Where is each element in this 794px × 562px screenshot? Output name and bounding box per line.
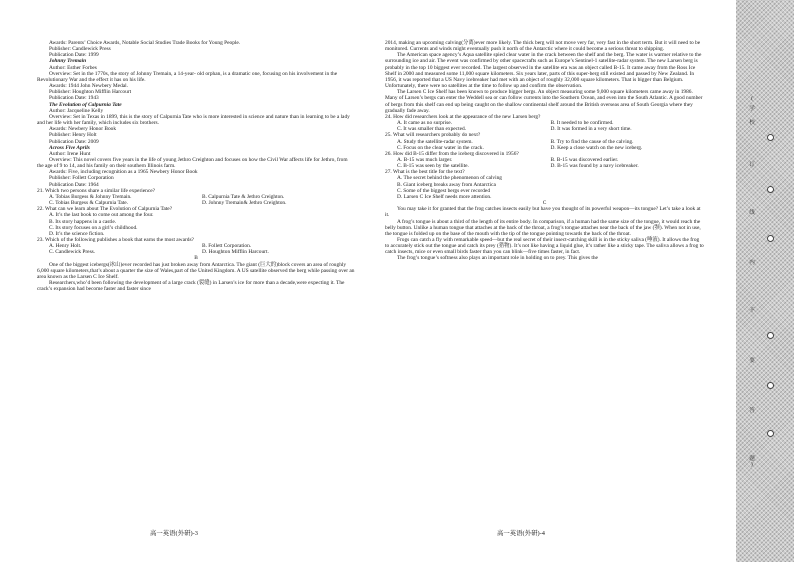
- text-line: C. Its story focuses on a girl’s childhood.: [49, 224, 138, 231]
- text-line: 2014, making an upcoming calving(分离)ever more likely. The thick berg will not move very far, very fast in the short term. But it will need to be monitored. Currents and winds might eventually push it north of the Antarctic where it could become a serious threat to shipping.: [385, 40, 701, 53]
- answer-option: C. Candlewick Press.: [49, 249, 96, 256]
- question-stem: 23. Which of the following publishes a book that earns the most awards?: [37, 237, 194, 243]
- answer-option: D. It was formed in a very short time.: [550, 126, 632, 133]
- binding-label: 答: [749, 408, 755, 414]
- binding-label: 内: [749, 260, 755, 266]
- text-line: D. It’s the science fiction.: [49, 230, 105, 237]
- paragraph: A frog’s tongue is about a third of the length of its entire body. In comparison, if a human had the same size of the tongue, it would reach the belly button. Unlike a human tongue that attaches at the back of the throat, a frog’s tongue attaches near the back of the jaw (颚). When not in use, the tongue is folded up on the base of the mouth with the tip of the tongue pointing towards the back of the throat.: [385, 218, 701, 237]
- binding-label: 要: [749, 358, 755, 364]
- paragraph: You may take it for granted that the frog catches insects easily but have you thought of its powerful weapon—its tongue? Let’s take a look at it.: [385, 206, 701, 219]
- paragraph: Overview: This novel covers five years in the life of young Jethro Creighton and focuses on how the Civil War affects life for Jethro, from the age of 9 to 14, and his family on their southern Illinois farm.: [37, 156, 348, 170]
- book-title: Across Five Aprils: [49, 144, 90, 151]
- question-stem: 21. Which two persons share a similar life experience?: [37, 187, 156, 194]
- binding-hole: [767, 430, 774, 437]
- text-line: B. Its story happens in a castle.: [49, 218, 117, 225]
- text-line: Author: Jacqueline Kelly: [49, 107, 104, 114]
- paragraph: The American space agency’s Aqua satellite spied clear water in the crack between the shelf and the berg. The water is warmer relative to the surrounding ice and air. The event was confirmed by other spacecrafts such as Europe’s Sentinel-1 satellite-radar system. The new Larsen berg is probably in the top 10 biggest ever recorded. The largest observed in the satellite era was an object called B-15. It came away from the Ross Ice Shelf in 2000 and measured some 11,000 square kilometers. Six years later, parts of this super-berg still existed and passed by New Zealand. In 1956, it was reported that a US Navy icebreaker had met with an object of roughly 32,000 square kilometers. That is bigger than Belgium. Unfortunately, there were no satellites at the time to follow up and confirm the observation.: [385, 52, 702, 90]
- answer-option: C. Focus on the clear water in the crack.: [397, 144, 484, 151]
- text-line: D. Larsen C Ice Shelf needs more attention.: [397, 193, 492, 200]
- binding-hole: [767, 332, 774, 339]
- question-stem: 24. How did researchers look at the appearance of the new Larsen berg?: [385, 113, 541, 120]
- answer-option: D. B-15 was found by a navy icebreaker.: [550, 163, 639, 170]
- paragraph: The Larsen C Ice Shelf has been known to produce bigger bergs. An object measuring some 9,000 square kilometers came away in 1986. Many of Larsen’s bergs can enter the Weddell sea or can follow currents into the Southern Ocean, and even into the South Atlantic. A good number of bergs from this shelf can end up being caught on the shallow continental shelf around the British overseas area of South Georgia where they gradually fade away.: [385, 89, 703, 114]
- answer-option: A. Study the satellite-radar system.: [397, 138, 473, 145]
- paragraph: Researchers,who’d been following the development of a large crack (裂缝) in Larsen’s ice for more than a decade,were expecting it. The crack’s expansion had become faster and faster since: [37, 280, 345, 293]
- answer-option: A. Henry Holt.: [49, 243, 82, 250]
- page-number-left: 高一英语(外研)-3: [150, 530, 198, 537]
- text-line: B. Giant iceberg breaks away from Antarctica: [397, 181, 496, 188]
- answer-option: A. Tobias Burgess & Johnny Tremain.: [49, 193, 132, 200]
- binding-label: 题: [749, 456, 755, 462]
- text-line: Author: Esther Forbes: [49, 64, 97, 71]
- text-line: C. Some of the biggest bergs ever recorded: [397, 187, 491, 194]
- text-line: Author: Irene Hunt: [49, 150, 91, 157]
- binding-label: 学: [749, 106, 755, 112]
- text-line: Publication Date: 1943: [49, 95, 99, 102]
- text-line: Awards: Newbery Honor Book: [49, 126, 117, 133]
- binding-label: 不: [749, 308, 755, 314]
- right-column: [385, 40, 704, 262]
- text-line: Awards: Parents’ Choice Awards, Notable Social Studies Trade Books for Young People.: [49, 40, 241, 46]
- binding-hole: [767, 382, 774, 389]
- answer-option: C. B-15 was seen by the satellite.: [397, 163, 469, 170]
- question-stem: 27. What is the best title for the text?: [385, 169, 465, 176]
- answer-option: A. B-15 was much larger.: [397, 156, 453, 163]
- text-line: Publication Date: 1999: [49, 52, 99, 59]
- text-line: Publication Date: 2009: [49, 138, 99, 145]
- answer-option: C. It was smaller than expected.: [397, 126, 467, 133]
- binding-hole: [767, 235, 774, 242]
- binding-label: 校: [749, 120, 755, 126]
- book-title: The Evolution of Calpurnia Tate: [49, 101, 122, 108]
- answer-option: B. Follett Corporation.: [202, 243, 252, 250]
- question-stem: 25. What will researchers probably do next?: [385, 132, 481, 139]
- answer-option: A. It came as no surprise.: [397, 120, 452, 127]
- answer-option: D. Keep a close watch on the new iceberg.: [550, 144, 643, 151]
- question-stem: 26. How did B-15 differ from the iceberg discovered in 1956?: [385, 150, 519, 157]
- paragraph: One of the biggest icebergs(冰山)ever recorded has just broken away from Antarctica. The giant (巨大的)block covers an area of roughly 6,000 square kilometers,that’s about a quarter the size of Wales,part of the United Kingdom. A US satellite observed the berg while passing over an area known as the Larsen C Ice Shelf.: [37, 261, 355, 280]
- binding-strip: ( 学 校 订 线 内 不 要 答 题 ): [736, 0, 794, 562]
- paragraph: Frogs can catch a fly with remarkable speed—but the real secret of their insect-catching skill is in the sticky saliva (唾液). It allows the frog to accurately stick out the tongue and catch its prey (猎物). It’s not like having a liquid glue, it’s rather like a sticky tape. The saliva allows a frog to catch insects, mice or even small birds faster than you can blink—five times faster, in fact.: [385, 237, 704, 256]
- text-line: Publisher: Candlewick Press: [49, 46, 111, 53]
- binding-hole: [767, 186, 774, 193]
- book-title: Johnny Tremain: [49, 58, 87, 65]
- binding-hole: [767, 134, 774, 141]
- left-column: [37, 40, 355, 292]
- answer-option: B. Try to find the cause of the calving.: [550, 138, 634, 145]
- answer-option: B. B-15 was discovered earlier.: [550, 156, 619, 163]
- text-line: Publication Date: 1964: [49, 181, 99, 188]
- answer-option: B. Calpurnia Tate & Jethro Creighton.: [202, 193, 285, 200]
- text-line: Awards: Five, including recognition as a 1965 Newbery Honor Book: [49, 169, 198, 176]
- answer-option: C. Tobias Burgess & Calpurnia Tate.: [49, 200, 129, 207]
- answer-option: B. It needed to be confirmed.: [550, 120, 614, 127]
- binding-label: 线: [749, 210, 755, 216]
- question-stem: 22. What can we learn about The Evolution of Calpurnia Tate?: [37, 206, 173, 213]
- paragraph: The frog’s tongue’s softness also plays an important role in holding on to prey. This gives the: [397, 255, 598, 262]
- text-line: A. It’s the last book to come out among the four.: [49, 212, 154, 219]
- section-heading: B: [194, 255, 198, 262]
- text-line: Awards: 1944 John Newbery Medal.: [49, 83, 129, 90]
- text-line: A. The secret behind the phenomenon of calving: [397, 175, 502, 182]
- binding-label: 订: [749, 162, 755, 168]
- answer-option: D. Houghton Mifflin Harcourt.: [202, 249, 269, 256]
- page-number-right: 高一英语(外研)-4: [497, 530, 545, 537]
- paragraph: Overview: Set in Texas in 1899, this is the story of Calpurnia Tate who is more interested in science and nature than in learning to be a lady and her life with her family, which includes six brothers.: [37, 113, 350, 127]
- text-line: Publisher: Henry Holt: [49, 132, 97, 139]
- answer-option: D. Johnny Tremain& Jethro Creighton.: [202, 200, 287, 207]
- text-line: Publisher: Houghton Mifflin Harcourt: [49, 89, 132, 96]
- section-heading: C: [542, 200, 547, 207]
- paragraph: Overview: Set in the 1770s, the story of Johnny Tremain, a 14-year- old orphan, is a dramatic one, focusing on his involvement in the Revolutionary War and the effect it has on his life.: [37, 70, 338, 83]
- text-line: Publisher: Follett Corporation: [49, 175, 114, 182]
